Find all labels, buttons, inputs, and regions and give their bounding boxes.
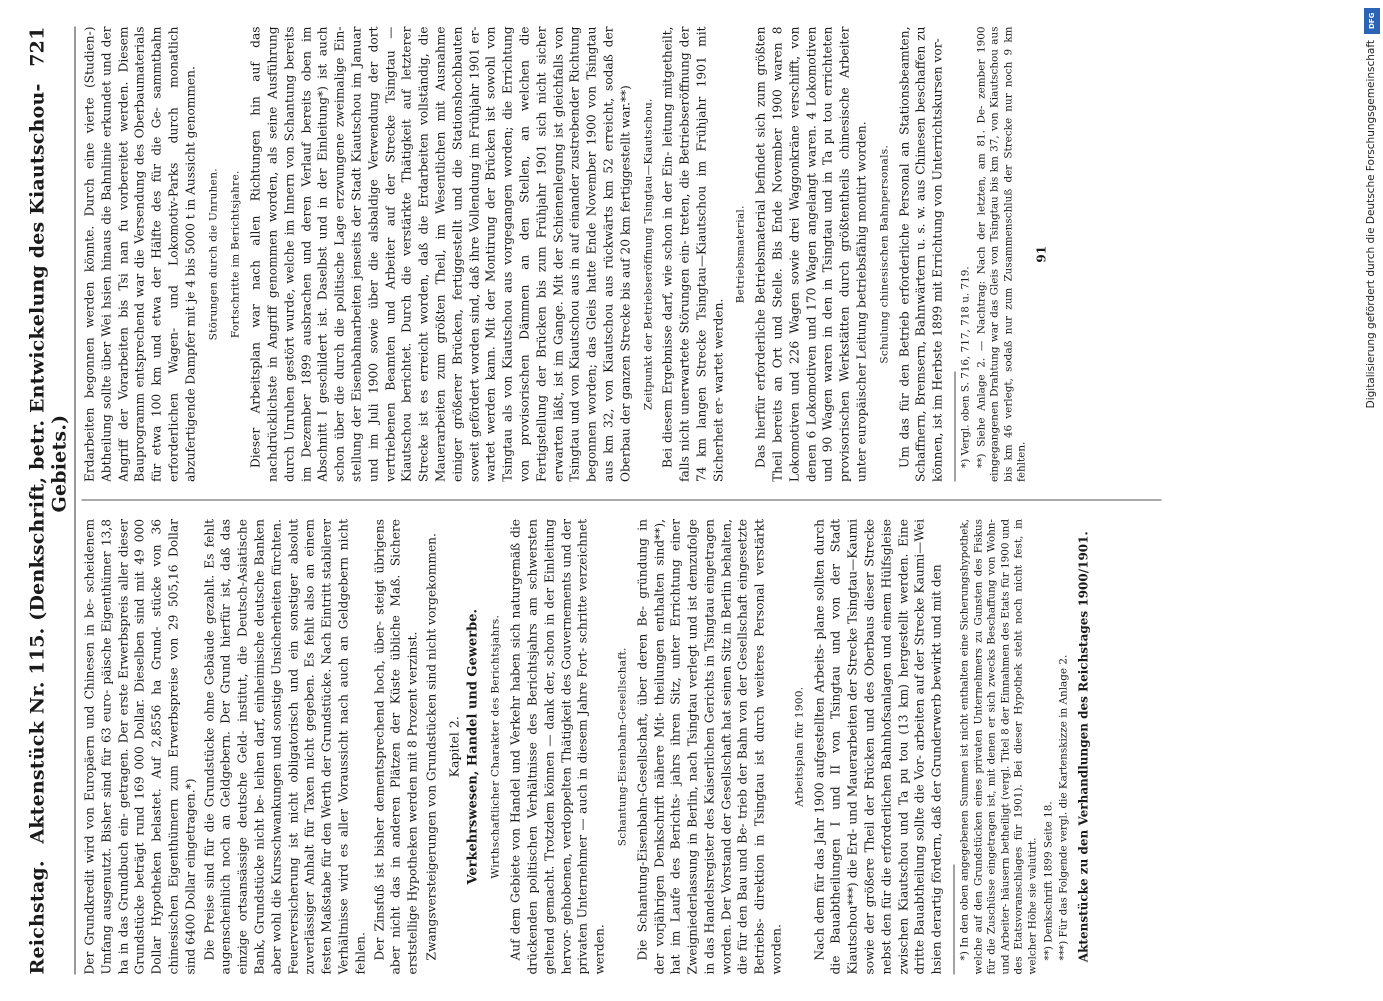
footnote: **) Denkschrift 1899 Seite 18. [1042, 801, 1055, 961]
header-title: Aktenstück Nr. 115. (Denkschrift, betr. Entwickelung des Kiautschou-Gebiets.) [26, 83, 71, 844]
section-subhead: Störungen durch die Unruhen. [207, 168, 220, 341]
section-subhead: Zeitpunkt der Betriebseröffnung Tsingtau—Kiautschou. [642, 98, 654, 411]
section-subhead: Schantung-Eisenbahn-Gesellschaft. [616, 647, 629, 847]
text-columns [82, 27, 1162, 975]
paragraph: Der Grundkredit wird von Europäern und Chinesen in be- scheidenem Umfang ausgenutzt. Bisher sind für 63 euro- päische Eigenthümer 13,8 ha in das Grundbuch ein- getragen. Der erste Erwerbspreis aller dieser Grundstücke beträgt rund 169 000 Dollar. Dieselben sind mit 49 000 Dollar Hypotheken belastet. Auf 2,8556 ha Grund- stücke von 36 chinesischen Eigenthümern zum Erwerbspreise von 29 505,16 Dollar sind 6400 Dollar eingetragen.*) [82, 519, 198, 975]
paragraph: Um das für den Betrieb erforderliche Personal an Stationsbeamten, Schaffnern, Bremsern, Bahnwärtern u. s. w. aus Chinesen beschaffen zu können, ist im Herbste 1899 mit Errichtung von Unterrichtskursen vor- [897, 26, 945, 482]
section-subhead: Fortschritte im Berichtsjahre. [229, 170, 242, 339]
chapter-title: Verkehrswesen, Handel und Gewerbe. [465, 608, 481, 885]
footnote-rule [955, 372, 956, 482]
header-left: Reichstag. [26, 860, 49, 975]
signature-line: Aktenstücke zu den Verhandlungen des Reichstages 1900/1901. [1076, 531, 1091, 963]
footnote: *) Vergl. oben S. 716, 717, 718 u. 719. [959, 266, 972, 468]
column-left [82, 519, 1162, 975]
dfg-badge: DFG [1364, 8, 1380, 34]
footnote: **) Siehe Anlage 2. — Nachtrag: Nach der letzten, am 81. De- zember 1900 eingegangenen Drahtung war das Gleis von Tsingtau bis km 37, von Kiautschou aus bis km 46 verlegt, sodaß nur zum Zusammenschluß der Strecke nur noch 9 km fehlten. [975, 26, 1028, 482]
paragraph: Das hierfür erforderliche Betriebsmaterial befindet sich zum größten Theil bereits an Ort und Stelle. Bis Ende November 1900 waren 8 Lokomotiven und 226 Wagen sowie drei Waggonkräne verschifft, von denen 6 Lokomotiven und 170 Wagen angelangt waren. 4 Lokomotiven und 90 Wagen waren in den in Tsingtau und in Ta pu tou errichteten provisorischen Werkstätten durch größtentheils chinesische Arbeiter unter europäischer Leitung betriebsfähig montirt worden. [753, 26, 869, 482]
paragraph: Nach dem für das Jahr 1900 aufgestellten Arbeits- plane sollten durch die Bauabtheilungen I und II von Tsingtau und von der Stadt Kiautschou***) die Erd- und Mauerarbeiten der Strecke Tsingtau—Kaumi sowie der größere Theil der Brücken und des Oberbaus dieser Strecke nebst den für die erforderlichen Bahnhofsanlagen und einem Hülfsgleise zwischen Kiautschou und Ta pu tou (13 km) hergestellt werden. Eine dritte Bauabtheilung sollte die Vor- arbeiten auf der Strecke Kaumi—Wei hsien derartig fördern, daß der Grunderwerb bewirkt und mit den [812, 519, 944, 975]
paragraph: Dieser Arbeitsplan war nach allen Richtungen hin auf das nachdrücklichste in Angriff genommen worden, als seine Ausführung durch Unruhen gestört wurde, welche im Innern von Schantung bereits im Dezember 1899 ausbrachen und deren Verlauf bereits oben im Abschnitt I geschildert ist. Daselbst und in der Einleitung*) ist auch schon über die durch die politische Lage erzwungene zweimalige Ein- stellung der Eisenbahnarbeiten jenseits der Stadt Kiautschou im Januar und im Juli 1900 sowie über die alsbaldige Verwendung der dort vertriebenen Beamten und Arbeiter auf der Strecke Tsingtau — Kiautschou berichtet. Durch die verstärkte Thätigkeit auf letzterer Strecke ist es erreicht worden, daß die Erdarbeiten vollständig, die Mauerarbeiten zum größten Theil, im Wesentlichen mit Ausnahme einiger größerer Brücken, fertiggestellt und die Stationshochbauten soweit gefördert worden sind, daß ihre Vollendung im Frühjahr 1901 er- wartet werden kann. Mit der Montirung der Brücken ist sowohl von Tsingtau als von Kiautschou aus vorgegangen worden; die Errichtung von provisorischen Dämmen an den Stellen, an welchen die Fertigstellung der Brücken bis zum Frühjahr 1901 sich nicht sicher erwarten läßt, ist im Gange. Mit der Schienenlegung ist gleichfalls von Tsingtau und von Kiautschou aus in auf einander zustrebender Richtung begonnen worden; das Gleis hatte Ende November 1900 von Tsingtau aus km 32, von Kiautschou aus rückwärts km 52 erreicht, sodaß der Oberbau der ganzen Strecke bis auf 20 km fertiggestellt war.**) [248, 26, 633, 482]
column-right [82, 27, 1162, 483]
paragraph: Der Zinsfuß ist bisher dementsprechend hoch, über- steigt übrigens aber nicht das in anderen Plätzen der Küste übliche Maß. Sichere erststellige Hypotheken werden mit 8 Prozent verzinst. [372, 519, 420, 975]
footnote: *) In den oben angegebenen Summen ist nicht enthalten eine Sicherungshypothek, welche auf den Grundstücken eines privaten Unternehmers zu Gunsten des Fiskus für die Zuschüsse eingetragen ist, mit denen er sich zwecks Beschaffung von Wohn- und Arbeiter- häusern betheiligt (vergl. Titel 8 der Einnahmen des Etats für 1900 und des Etatsvoranschlages für 1901). Bei dieser Hypothek steht noch nicht fest, in welcher Höhe sie valutirt. [958, 519, 1039, 975]
paragraph: Die Schantung-Eisenbahn-Gesellschaft, über deren Be- gründung in der vorjährigen Denkschrift nähere Mit- theilungen enthalten sind**), hat im Laufe des Berichts- jahrs ihren Sitz, unter Errichtung einer Zweigniederlassung in Berlin, nach Tsingtau verlegt und ist demzufolge in das Handelsregister des Kaiserlichen Gerichts in Tsingtau eingetragen worden. Der Vorstand der Gesellschaft hat seinen Sitz in Berlin behalten, die für den Bau und Be- trieb der Bahn von der Gesellschaft eingesetzte Betriebs- direktion in Tsingtau ist durch weiteres Personal verstärkt worden. [635, 519, 784, 975]
section-subhead: Wirthschaftlicher Charakter des Berichtsjahrs. [489, 614, 502, 879]
paragraph: Zwangsversteigerungen von Grundstücken sind nicht vorgekommen. [424, 533, 439, 961]
paragraph: Auf dem Gebiete von Handel und Verkehr haben sich naturgemäß die drückenden politischen Verhältnisse des Berichtsjahrs am schwersten geltend gemacht. Trotzdem können — dank der, schon in der Einleitung hervor- gehobenen, verdoppelten Thätigkeit des Gouvernements und der privaten Unternehmer — auch in diesem Jahre Fort- schritte verzeichnet werden. [508, 519, 607, 975]
section-subhead: Betriebsmaterial. [734, 205, 747, 304]
rotated-page-content [0, 1, 1214, 1001]
footnote: ***) Für das Folgende vergl. die Kartenskizze in Anlage 2. [1057, 654, 1070, 961]
running-head [27, 27, 76, 975]
dfg-stamp [1361, 0, 1383, 1000]
signature-mark: 91 [1034, 245, 1049, 263]
chapter-label: Kapitel 2. [446, 716, 462, 778]
paragraph: Die Preise sind für die Grundstücke ohne Gebäude gezahlt. Es fehlt augenscheinlich noch an Geldgebern. Der Grund hierfür ist, daß das einzige ortsansässige deutsche Geld- institut, die Deutsch-Asiatische Bank, Grundstücke nicht be- leihen darf, einheimische deutsche Banken aber wohl die Kursschwankungen und sonstige Unsicherheiten fürchten. Feuerversicherung ist nicht obligatorisch und ein sonstiger absolut zuverlässiger Anhalt für Taxen nicht gegeben. Es fehlt also an einem festen Maßstabe für den Werth der Grundstücke. Nach Eintritt stabilerer Verhältnisse wird es aller Voraussicht nach auch an Geldgebern nicht fehlen. [202, 519, 368, 975]
page-number: 721 [26, 26, 49, 67]
section-subhead: Arbeitsplan für 1900. [793, 686, 806, 807]
paragraph: Erdarbeiten begonnen werden könnte. Durch eine vierte (Studien-) Abtheilung sollte über Wei hsien hinaus die Bahnlinie erkundet und der Angriff der Vorarbeiten bis Tsi nan fu vorbereitet werden. Diesem Bauprogramm entsprechend war die Versendung des Oberbaumaterials für etwa 100 km und etwa der Hälfte des für die Ge- sammtbahn erforderlichen Wagen- und Lokomotiv-Parks durch monatlich abzufertigende Dampfer mit je 4 bis 5000 t in Aussicht genommen. [82, 26, 198, 482]
column-divider [82, 500, 1162, 501]
dfg-stamp-text: Digitalisierung gefördert durch die Deutsche Forschungsgemeinschaft [1365, 40, 1377, 409]
section-subhead: Schulung chinesischen Bahnpersonals. [878, 144, 891, 364]
footnote-rule [954, 865, 955, 975]
paragraph: Bei diesem Ergebnisse darf, wie schon in der Ein- leitung mitgetheilt, falls nicht unerwartete Störungen ein- treten, die Betriebseröffnung der 74 km langen Strecke Tsingtau—Kiautschou im Frühjahr 1901 mit Sicherheit er- wartet werden. [660, 26, 726, 482]
